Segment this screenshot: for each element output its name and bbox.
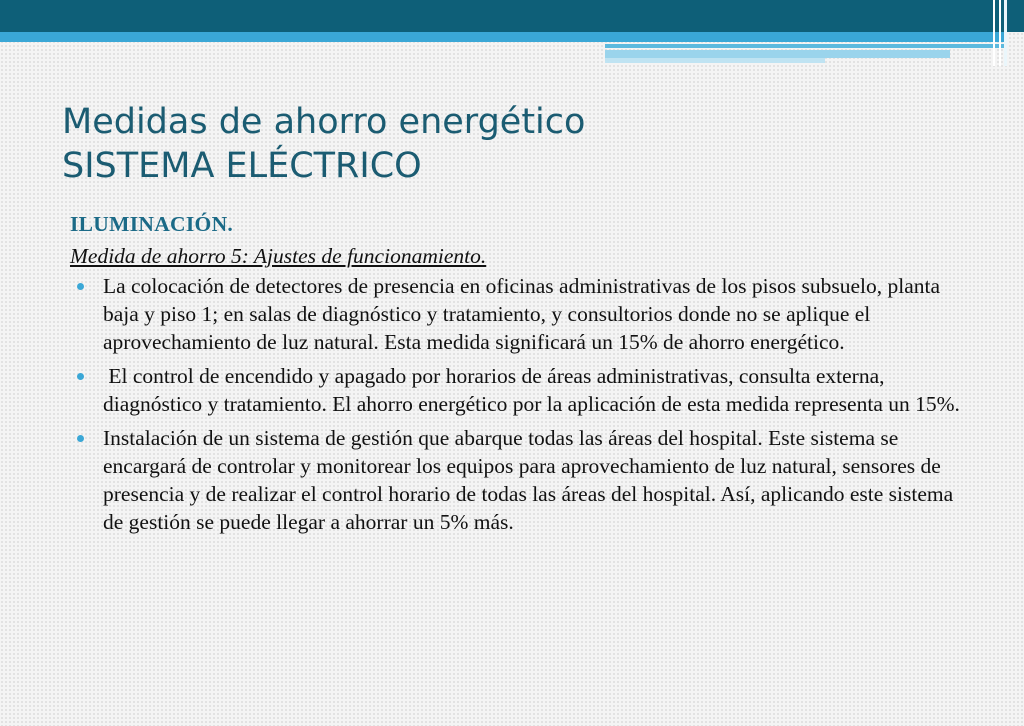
header-divider [1004,0,1007,66]
bullet-text: El control de encendido y apagado por horarios de áreas administrativas, consulta externa, diagnóstico y tratamiento. El ahorro energético por la aplicación de esta medida representa un 15%. [103,364,960,416]
bullet-icon [77,283,84,290]
bullet-text: Instalación de un sistema de gestión que abarque todas las áreas del hospital. Este sistema se encargará de controlar y monitorear los equipos para aprovechamiento de luz natural, sensores de presencia y de realizar el control horario de todas las áreas del hospital. Así, aplicando este sistema de gestión se puede llegar a ahorrar un 5% más. [103,426,954,534]
section-subheading: Medida de ahorro 5: Ajustes de funcionamiento. [70,244,487,268]
list-item [70,362,970,418]
header-accent-band [605,50,950,58]
bullet-icon [77,435,84,442]
bullet-text: La colocación de detectores de presencia en oficinas administrativas de los pisos subsuelo, planta baja y piso 1; en salas de diagnóstico y tratamiento, y consultorios donde no se aplique el aprovechamiento de luz natural. Esta medida significará un 15% de ahorro energético. [103,274,941,354]
header-accent-band-short [605,58,825,63]
list-item [70,424,970,536]
slide-title [62,100,585,188]
header-bar [0,0,1024,32]
header-divider [999,0,1001,66]
slide-title-line2: SISTEMA ELÉCTRICO [62,146,422,186]
slide-title-line1: Medidas de ahorro energético [62,102,586,142]
slide-body [70,210,970,542]
list-item [70,272,970,356]
bullet-icon [77,373,84,380]
header-stripe [0,32,1004,42]
section-heading: ILUMINACIÓN. [70,212,234,236]
header-divider [993,0,995,66]
bullet-list [70,272,970,536]
header-accent-line [605,44,1005,48]
